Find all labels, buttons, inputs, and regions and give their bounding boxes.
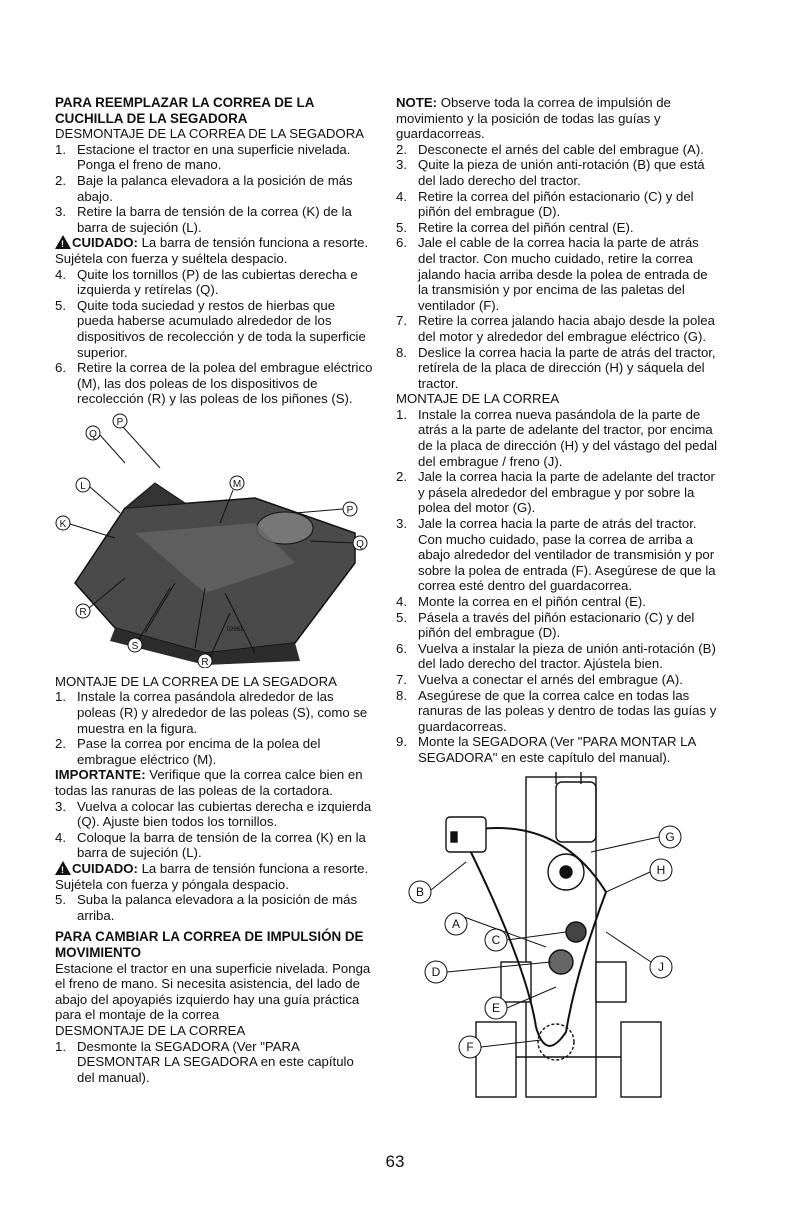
list-item: 5. Pásela a través del piñón estacionario (C) y del piñón del embrague (D).	[396, 609, 695, 641]
heading-change-drive-belt: PARA CAMBIAR LA CORREA DE IMPULSIÓN DE MOVIMIENTO	[55, 929, 364, 960]
steps-list-3	[55, 689, 375, 767]
list-item: 1. Estacione el tractor en una superficie nivelada. Ponga el freno de mano.	[55, 141, 351, 173]
steps-list-r1	[396, 142, 718, 392]
fig1-label-p1: P	[116, 416, 124, 428]
page-number: 63	[385, 1152, 405, 1171]
list-item: 2. Jale la correa hacia la parte de adelante del tractor y pásela alrededor del embrague y por sobre la polea del motor (G).	[396, 469, 715, 516]
caution-note-1: !CUIDADO: La barra de tensión funciona a resorte. Sujétela con fuerza y suéltela despacio.	[55, 235, 375, 266]
list-item: 6. Retire la correa de la polea del embrague eléctrico (M), las dos poleas de los dispositivos de recolección (R) y las poleas de los piñones (S).	[55, 360, 373, 407]
steps-list-1	[55, 142, 375, 236]
list-item: 1. Instale la correa pasándola alrededor de las poleas (R) y alrededor de las poleas (S), como se muestra en la figura.	[55, 689, 368, 736]
subheading-remove-belt: DESMONTAJE DE LA CORREA	[55, 1022, 246, 1038]
list-item: 5. Quite toda suciedad y restos de hierbas que pueda haberse acumulado alrededor de los dispositivos de recolección y de toda la superficie superior.	[55, 297, 366, 360]
list-item: 9. Monte la SEGADORA (Ver "PARA MONTAR LA SEGADORA" en este capítulo del manual).	[396, 734, 696, 765]
figure-code: 02961	[226, 626, 244, 633]
fig2-label-f: F	[466, 1039, 474, 1054]
list-item: 8. Asegúrese de que la correa calce en todas las ranuras de las poleas y dentro de todas las guías y guardacorreas.	[396, 687, 717, 734]
intro-paragraph: Estacione el tractor en una superficie nivelada. Ponga el freno de mano. Si necesita asistencia, del lado de abajo del apoyapiés izquierdo hay una guía práctica para el montaje de la correa	[55, 960, 371, 1023]
list-item: 1. Desmonte la SEGADORA (Ver "PARA DESMONTAR LA SEGADORA en este capítulo del manual).	[55, 1038, 354, 1085]
fig1-label-l: L	[80, 480, 86, 492]
fig2-label-g: G	[665, 829, 675, 844]
fig2-label-j: J	[658, 959, 664, 974]
list-item: 5. Retire la correa del piñón central (E).	[396, 219, 634, 235]
list-item: 2. Desconecte el arnés del cable del embrague (A).	[396, 141, 704, 157]
list-item: 3. Quite la pieza de unión anti-rotación (B) que está del lado derecho del tractor.	[396, 157, 705, 188]
fig2-label-d: D	[431, 964, 441, 979]
steps-list-2	[55, 267, 375, 407]
list-item: 7. Retire la correa jalando hacia abajo desde la polea del motor y alrededor del embrague eléctrico (G).	[396, 313, 715, 344]
list-item: 3. Jale la correa hacia la parte de atrás del tractor. Con mucho cuidado, pase la correa de arriba a abajo alrededor del ventilador de transmisión y por sobre la polea de entrada (F). Asegúrese de que la correa esté dentro del guardacorrea.	[396, 516, 716, 594]
drive-belt-figure	[406, 772, 706, 1102]
fig1-label-r2: R	[201, 656, 209, 668]
right-column	[396, 95, 718, 1108]
list-item: 6. Jale el cable de la correa hacia la parte de atrás del tractor. Con mucho cuidado, retire la correa jalando hacia arriba desde la polea de entrada de la transmisión y por encima de las paletas del ventilador (F).	[396, 235, 708, 313]
list-item: 4. Retire la correa del piñón estacionario (C) y del piñón del embrague (D).	[396, 188, 694, 220]
caution-note-2: !CUIDADO: La barra de tensión funciona a resorte. Sujétela con fuerza y póngala despacio.	[55, 861, 375, 892]
list-item: 1. Instale la correa nueva pasándola de la parte de atrás a la parte de adelante del tractor, por encima de la placa de dirección (H) y del vástago del pedal del embrague / freno (J).	[396, 406, 718, 469]
note-paragraph: NOTE: Observe toda la correa de impulsión de movimiento y la posición de todas las guías y guardacorreas.	[396, 95, 671, 142]
fig1-label-q2: Q	[356, 538, 364, 550]
steps-list-5	[55, 892, 375, 923]
subheading-install-mower-belt: MONTAJE DE LA CORREA DE LA SEGADORA	[55, 673, 337, 689]
subheading-install-belt: MONTAJE DE LA CORREA	[396, 391, 560, 407]
fig2-label-c: C	[491, 932, 501, 947]
list-item: 8. Deslice la correa hacia la parte de atrás del tractor, retírela de la placa de dirección (H) y sáquela del tractor.	[396, 344, 716, 391]
heading-replace-blade-belt: PARA REEMPLAZAR LA CORREA DE LA CUCHILLA DE LA SEGADORA	[55, 95, 314, 126]
list-item: 4. Coloque la barra de tensión de la correa (K) en la barra de sujeción (L).	[55, 829, 366, 861]
fig2-label-b: B	[415, 884, 425, 899]
list-item: 6. Vuelva a instalar la pieza de unión anti-rotación (B) del lado derecho del tractor. Ajústela bien.	[396, 640, 716, 672]
subheading-remove-mower-belt: DESMONTAJE DE LA CORREA DE LA SEGADORA	[55, 126, 365, 142]
fig1-label-r1: R	[79, 606, 87, 618]
warning-icon	[55, 235, 71, 249]
important-note: IMPORTANTE: Verifique que la correa calce bien en todas las ranuras de las poleas de la cortadora.	[55, 767, 363, 799]
fig1-label-s: S	[131, 640, 139, 652]
left-column	[55, 95, 375, 1085]
list-item: 3. Retire la barra de tensión de la correa (K) de la barra de sujeción (L).	[55, 204, 352, 235]
steps-list-r2	[396, 407, 718, 766]
fig1-label-m: M	[232, 478, 242, 490]
list-item: 4. Monte la correa en el piñón central (E).	[396, 594, 646, 609]
list-item: 3. Vuelva a colocar las cubiertas derecha e izquierda (Q). Ajuste bien todos los tornillos.	[55, 798, 372, 830]
list-item: 2. Baje la palanca elevadora a la posición de más abajo.	[55, 172, 353, 204]
list-item: 2. Pase la correa por encima de la polea del embrague eléctrico (M).	[55, 736, 321, 767]
list-item: 7. Vuelva a conectar el arnés del embrague (A).	[396, 671, 683, 687]
fig2-label-h: H	[656, 862, 666, 877]
list-item: 4. Quite los tornillos (P) de las cubiertas derecha e izquierda y retírelas (Q).	[55, 266, 358, 298]
fig1-label-p2: P	[346, 504, 354, 516]
steps-list-6	[55, 1039, 375, 1086]
fig1-label-q1: Q	[89, 428, 97, 440]
fig2-label-a: A	[451, 916, 461, 931]
steps-list-4	[55, 799, 375, 861]
fig1-label-k: K	[59, 518, 67, 530]
mower-deck-figure	[55, 413, 375, 668]
list-item: 5. Suba la palanca elevadora a la posición de más arriba.	[55, 892, 358, 923]
warning-icon	[55, 861, 71, 875]
fig2-label-e: E	[491, 1000, 501, 1015]
